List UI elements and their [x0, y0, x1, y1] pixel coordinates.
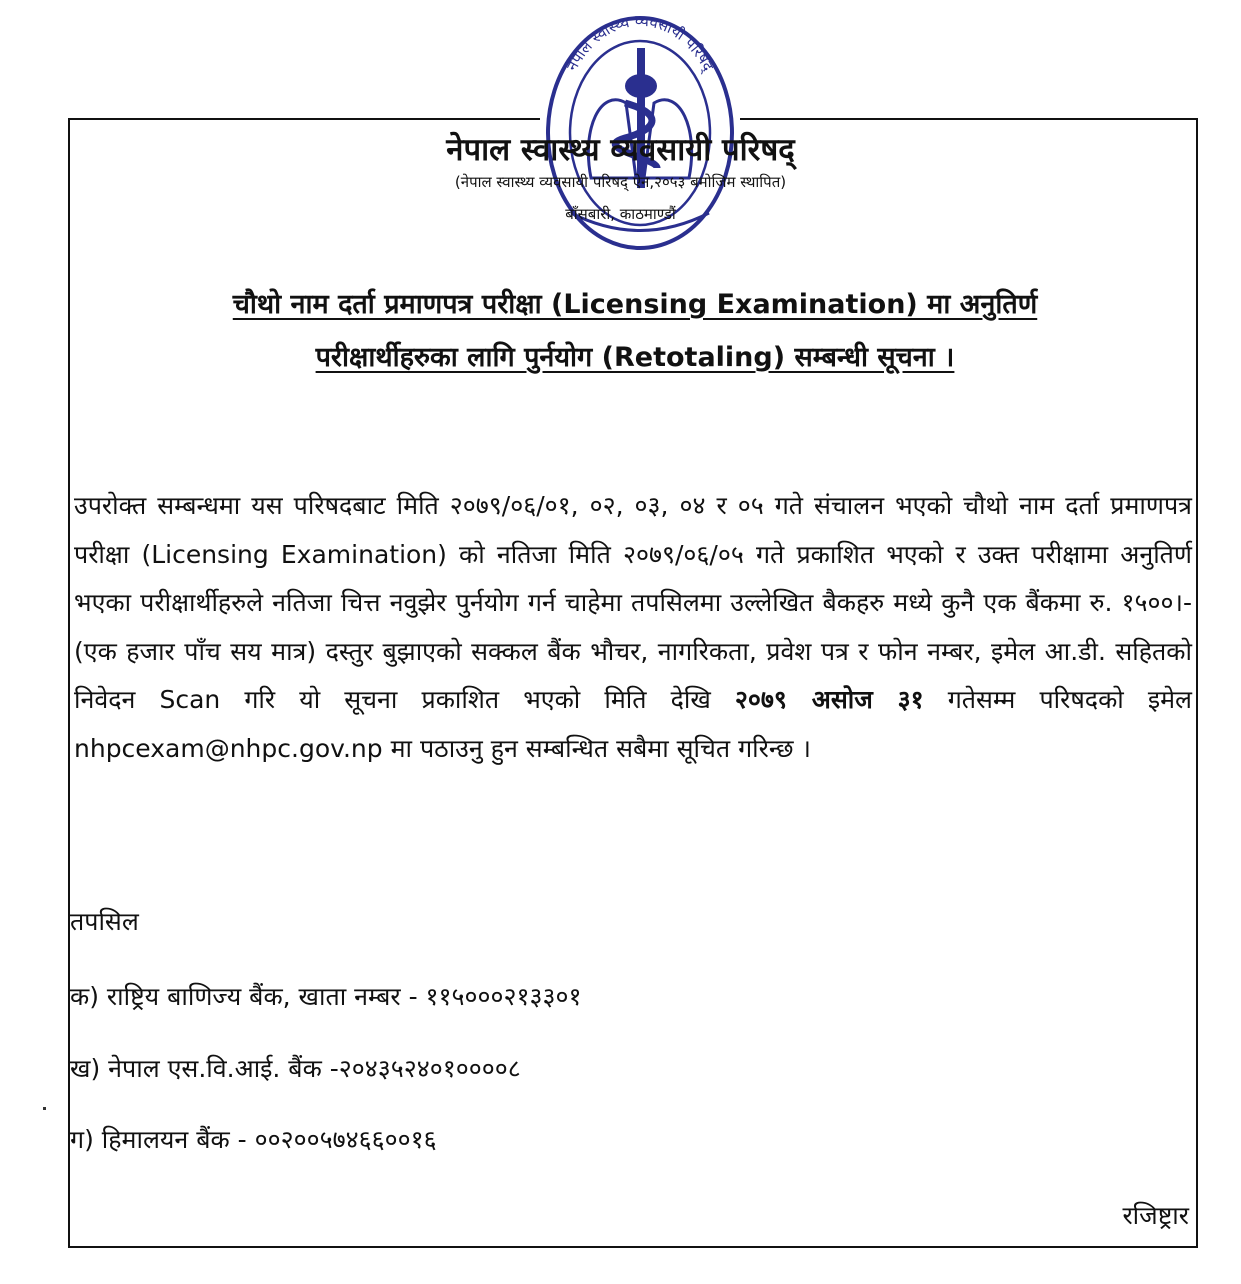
notice-body-part-2: गतेसम्म परिषदको इमेल	[947, 685, 1192, 714]
organization-name: नेपाल स्वास्थ्य व्यवसायी परिषद्	[446, 132, 795, 168]
notice-title-line-1: चौथो नाम दर्ता प्रमाणपत्र परीक्षा (Licensing Examination) मा अनुतिर्ण	[232, 289, 1038, 320]
notice-body-part-1: उपरोक्त सम्बन्धमा यस परिषदबाट मिति २०७९/०६/०१, ०२, ०३, ०४ र ०५ गते संचालन भएको चौथो नाम दर्ता प्रमाणपत्र परीक्षा (Licensing Examination) को नतिजा मिति २०७९/०६/०५ गते प्रकाशित भएको र उक्त परीक्षामा अनुतिर्ण भएका परीक्षार्थीहरुले नतिजा चित्त नवुझेर पुर्नयोग गर्न चाहेमा तपसिलमा उल्लेखित बैकहरु मध्ये कुनै एक बैंकमा रु. १५००।- (एक हजार पाँच सय मात्र) दस्तुर बुझाएको सक्कल बैंक भौचर, नागरिकता, प्रवेश पत्र र फोन नम्बर, इमेल आ.डी. सहितको निवेदन Scan गरि यो सूचना प्रकाशित भएको मिति देखि	[74, 491, 1192, 714]
notice-title-line-2: परीक्षार्थीहरुका लागि पुर्नयोग (Retotaling) सम्बन्धी सूचना ।	[315, 342, 955, 373]
bank-item: ख) नेपाल एस.वि.आई. बैंक -२०४३५२४०१००००८	[70, 1054, 521, 1083]
notice-body	[74, 482, 1192, 773]
bank-item: ग) हिमालयन बैंक - ००२००५७४६६००१६	[70, 1125, 437, 1154]
deadline-date: २०७९ असोज ३१	[734, 685, 924, 714]
organization-subtitle: (नेपाल स्वास्थ्य व्यवसायी परिषद् ऐन,२०५३ बमोजिम स्थापित)	[454, 173, 787, 191]
notice-body-part-3: मा पठाउनु हुन सम्बन्धित सबैमा सूचित गरिन्छ ।	[390, 733, 811, 763]
seal-text: नेपाल स्वास्थ्य व्यवसायी परिषद्	[562, 11, 718, 74]
email-address: nhpcexam@nhpc.gov.np	[74, 733, 383, 763]
registrar-signature: रजिष्ट्रार	[1122, 1201, 1189, 1230]
tapasil-label: तपसिल	[70, 907, 139, 936]
stray-dot	[43, 1107, 46, 1110]
organization-address: बाँसबारी, काठमाण्डौं	[565, 205, 676, 223]
bank-item: क) राष्ट्रिय बाणिज्य बैंक, खाता नम्बर - ११५०००२१३३०१	[70, 982, 582, 1011]
